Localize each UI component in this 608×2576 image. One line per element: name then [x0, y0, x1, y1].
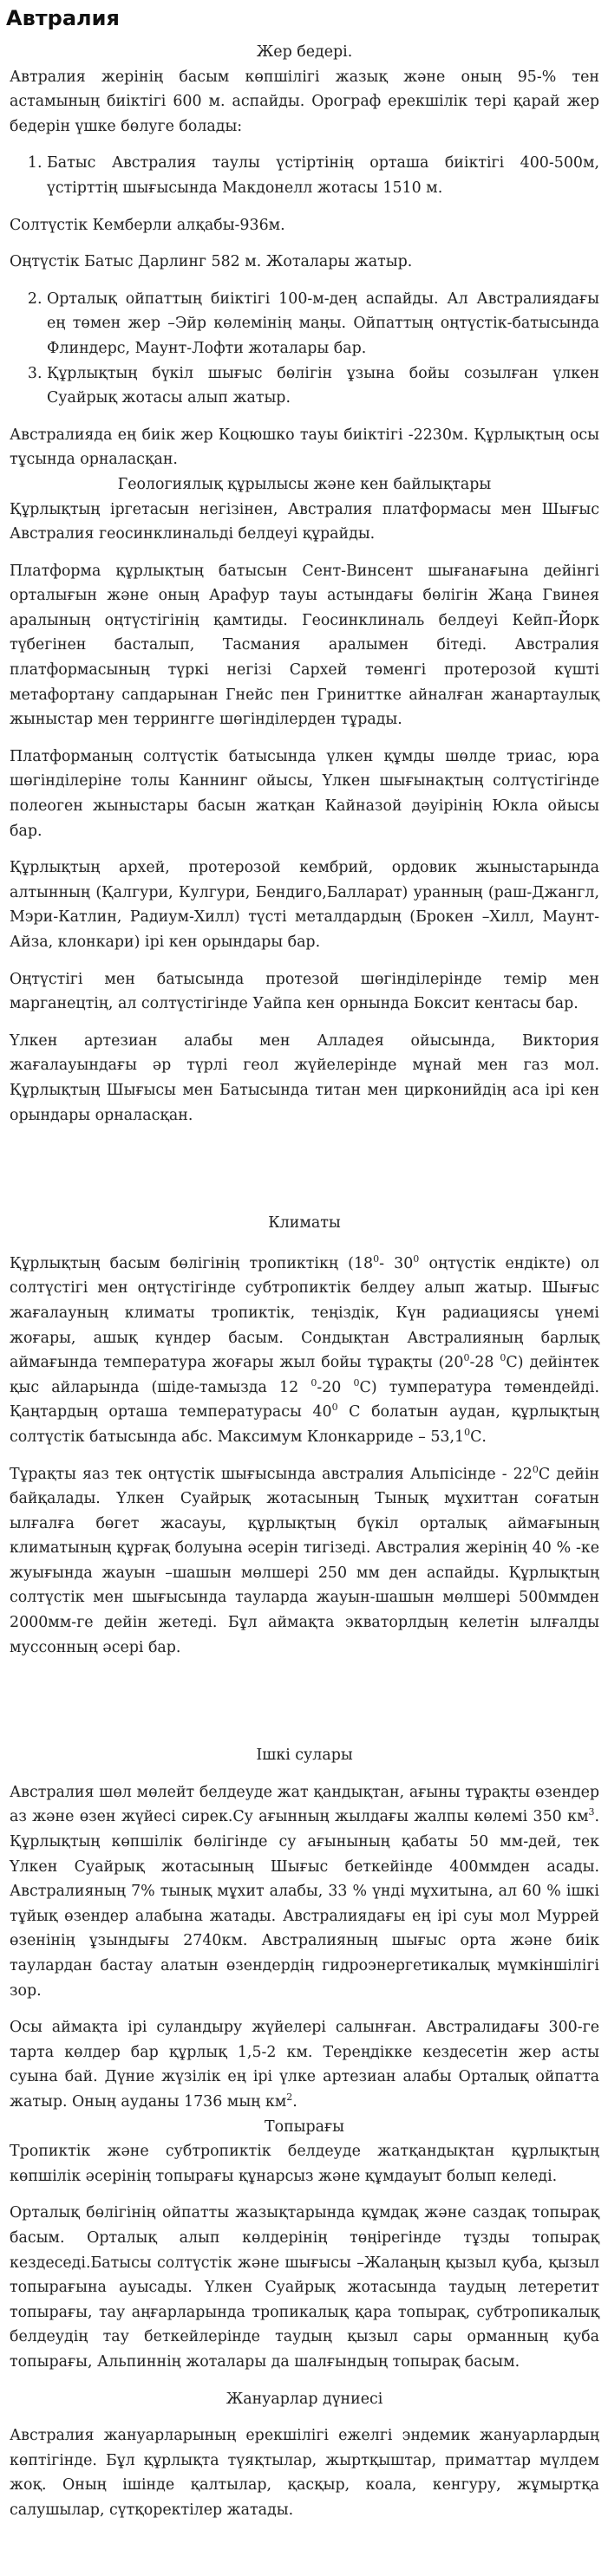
paragraph: Австралия жануарларының ерекшілігі ежелгі эндемик жануарлардың көптігінде. Бұл құрлықта түяқтылар, жыртқыштар, приматтар мүлдем жоқ. Оның ішінде қалтылар, қасқыр, коала, кенгуру, жұмыртқа салушылар, сүтқоректілер жатады. [10, 2427, 599, 2519]
numbered-list [10, 151, 599, 200]
paragraph: Австралияда ең биік жер Коцюшко тауы биіктігі -2230м. Құрлықтың осы тұсында орналасқан. [10, 426, 599, 469]
paragraph: Платформа құрлықтың батысын Сент-Винсент шығанағына дейінгі орталығын және оның Арафур тауы астындағы бөлігін Жаңа Гвинея аралының оңтүстігінің қамтиды. Геосинклиналь белдеуі Кейп-Йорк түбегінен басталып, Тасмания аралымен бітеді. Австралия платформасының түркі негізі Сархей төменгі протерозой күшті метафортану сапдарынан Гнейс пен Гриниттке айналған жанартаулық жыныстар мен террингге шөгінділерден тұрады. [10, 562, 599, 729]
document-page [0, 5, 608, 2576]
paragraph: Құрлықтың іргетасын негізінен, Австралия платформасы мен Шығыс Австралия геосинклинальді белдеуі құрайды. [10, 500, 599, 543]
paragraph: Автралия жерінің басым көпшілігі жазық және оның 95-% тен астамының биіктігі 600 м. аспайды. Орограф ерекшілік тері қарай жер бедерін үшке бөлуге болады: [10, 68, 599, 135]
section-heading-climate: Климаты [268, 1214, 341, 1233]
paragraph: Платформаның солтүстік батысында үлкен құмды шөлде триас, юра шөгінділеріне толы Каннинг ойысы, Үлкен шығынақтың солтүстігінде полеоген жыныстары басын жатқан Кайназой дәуірінің Юкла ойысы бар. [10, 747, 599, 840]
section-heading-relief: Жер бедері. [256, 43, 353, 61]
list-item: 3. Құрлықтың бүкіл шығыс бөлігін ұзына бойы созылған үлкен Суайрық жотасы алып жатыр. [47, 361, 599, 411]
section-heading-fauna: Жануарлар дүниесі [226, 2390, 383, 2408]
section-heading-inland-waters: Ішкі сулары [256, 1747, 353, 1765]
list-item: 1. Батыс Австралия таулы үстіртінің орташа биіктігі 400-500м, үстірттің шығысында Макдонелл жотасы 1510 м. [47, 151, 599, 200]
paragraph: Оңтүстік Батыс Дарлинг 582 м. Жоталары жатыр. [10, 253, 413, 271]
paragraph: Тұрақты яаз тек оңтүстік шығысында австралия Альпісінде - $22^0С$ дейін байқалады. Үлкен Суайрық жотасының Тынық мұхиттан соғатын ылғалға бөгет жасауы, құрлықтың бүкіл орталық аймағының климатының құрғақ болуына әсерін тигізеді. Австралия жерінің 40 % -ке жуығында жауын –шашын мөлшері 250 мм ден аспайды. Құрлықтың солтүстік мен шығысында тауларда жауын-шашын мөлшері 500ммден 2000мм-ге дейін жетеді. Бұл аймақта экваторлдың келетін ылғалды муссонның әсері бар. [10, 1463, 600, 1656]
paragraph: Австралия шөл мөлейт белдеуде жат қандықтан, ағыны тұрақты өзендер аз және өзен жүйесі сирек.Су ағынның жылдағы жалпы көлемі 350 $км^3$. Құрлықтың көпшілік бөлігінде су ағынының қабаты 50 мм-дей, тек Үлкен Суайрық жотасының Шығыс беткейінде 400ммден асады. Австралияның 7% тынық мұхит алабы, 33 % үнді мұхитына, ал 60 % ішкі тұйық өзендер алабына жатады. Австралиядағы ең ірі суы мол Муррей өзенінің ұзындығы 2740км. Австралияның шығыс орта және биік таулардан бастау алатын өзендердің гидроэнергетикалық мүмкіншілігі зор. [10, 1783, 599, 2000]
paragraph: Құрлықтың басым бөлігінің тропиктікң ($18^0-$ $30^0$ оңтүстік ендікте) ол солтүстігі мен оңтүстігінде субтропиктік белдеу алып жатыр. Шығыс жағалауның климаты тропиктік, теңіздік, Күн радиациясы үнемі жоғары, ашық күндер басым. Сондықтан Австралияның барлық аймағында температура жоғары жыл бойы тұрақты ($20^0-28$ $^0$С) дейінтек қыс айларында (шіде-тамызда 12 $^0$-20 $^0$С) тумпература төмендейді. Қаңтардың орташа температурасы $40^0$ С болатын аудан, құрлықтың солтүстік батысында абс. Максимум Клонкарриде – 53,1$^0$С. [10, 1252, 600, 1446]
document-title: Автралия [6, 6, 120, 30]
numbered-list [10, 287, 599, 411]
paragraph: Тропиктік және субтропиктік белдеуде жатқандықтан құрлықтың көпшілік әсерінің топырағы құнарсыз және құмдауыт болып келеді. [10, 2143, 599, 2185]
paragraph: Құрлықтың архей, протерозой кембрий, ордовик жыныстарында алтынның (Қалгури, Кулгури, Бендиго,Балларат) уранның (раш-Джангл, Мэри-Катлин, Радиум-Хилл) түсті металдардың (Брокен –Хилл, Маунт-Айза, клонкари) ірі кен орындары бар. [10, 859, 599, 951]
list-item: 2. Орталық ойпаттың биіктігі 100-м-дең аспайды. Ал Австралиядағы ең төмен жер –Эйр көлемінің маңы. Ойпаттың оңтүстік-батысында Флиндерс, Маунт-Лофти жоталары бар. [47, 287, 599, 361]
paragraph: Үлкен артезиан алабы мен Алладея ойысында, Виктория жағалауындағы әр түрлі геол жүйелерінде мұнай мен газ мол. Құрлықтың Шығысы мен Батысында титан мен цирконийдің аса ірі кен орындары орналасқан. [10, 1031, 599, 1124]
paragraph: Орталық бөлігінің ойпатты жазықтарында құмдақ және саздақ топырақ басым. Орталық алып көлдерінің төңірегінде тұзды топырақ кездеседі.Батысы солтүстік және шығысы –Жалаңың қызыл қуба, қызыл топырағына ауысады. Үлкен Суайрық жотасында таудың летеретит топырағы, тау аңғарларында тропикалық қара топырақ, субтропикалық белдеудің тау беткейлерінде таудың қызыл сары орманның қуба топырағы, Альпиннің жоталары да шалғындың топырақ басым. [10, 2204, 599, 2371]
section-heading-soil: Топырағы [265, 2117, 344, 2136]
paragraph: Оңтүстігі мен батысында протезой шөгінділерінде темір мен марганецтің, ал солтүстігінде Уайпа кен орнында Боксит кентасы бар. [10, 970, 599, 1013]
paragraph: Солтүстік Кемберли алқабы-936м. [10, 216, 285, 234]
section-heading-geology: Геологиялық құрылысы және кен байлықтары [117, 475, 492, 493]
paragraph: Осы аймақта ірі суландыру жүйелері салынған. Австралидағы 300-ге тарта көлдер бар құрлық 1,5-2 км. Тереңдікке кездесетін жер асты суына бай. Дүние жүзілік ең ірі үлке артезиан алабы Орталық ойпатта жатыр. Оның ауданы 1736 мың $км^2$. [10, 2019, 599, 2111]
